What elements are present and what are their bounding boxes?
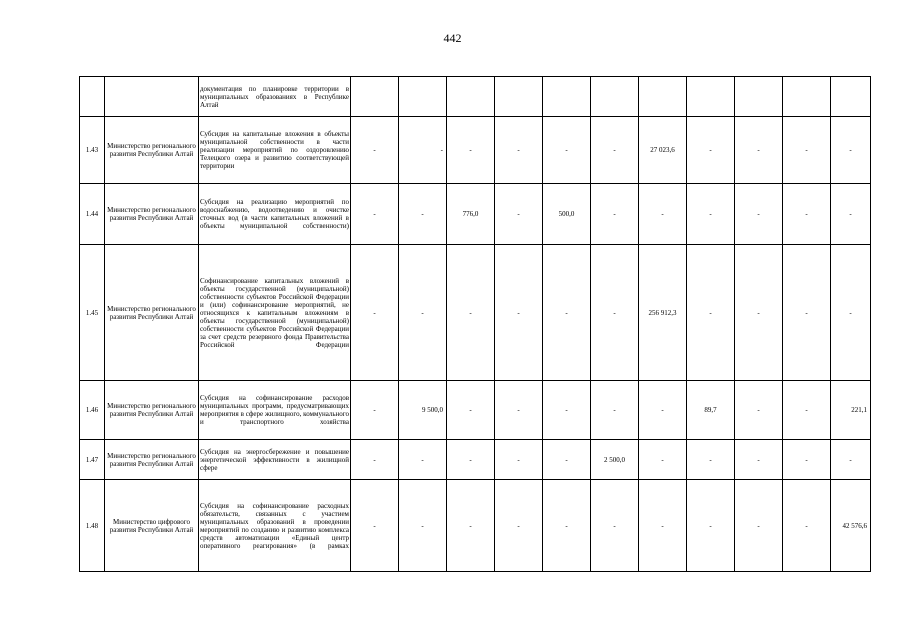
table-row: [80, 77, 871, 117]
value-cell: -: [399, 245, 447, 381]
value-cell: -: [495, 440, 543, 480]
value-cell: -: [783, 480, 831, 572]
description-cell: Субсидия на софинансирование расходов муниципальных программ, предусматривающих мероприятия в сфере жилищного, коммунального и транспортного хозяйства: [199, 381, 351, 440]
value-cell: -: [783, 117, 831, 184]
value-cell: -: [495, 184, 543, 245]
value-cell: -: [495, 381, 543, 440]
value-cell: -: [735, 440, 783, 480]
value-cell: -: [447, 381, 495, 440]
value-cell: -: [447, 245, 495, 381]
value-cell: -: [639, 440, 687, 480]
value-cell: -: [543, 440, 591, 480]
ministry-cell: Министерство регионального развития Республики Алтай: [105, 381, 199, 440]
description-cell: Субсидия на софинансирование расходных обязательств, связанных с участием муниципальных образований в проведении мероприятий по созданию и развитию комплекса средств автоматизации «Единый центр оперативного реагирования» (в рамках: [199, 480, 351, 572]
table-row: [80, 480, 871, 572]
value-cell: -: [495, 245, 543, 381]
value-cell: -: [783, 440, 831, 480]
value-cell: -: [687, 440, 735, 480]
value-cell: -: [351, 245, 399, 381]
value-cell: -: [735, 245, 783, 381]
value-cell: -: [543, 117, 591, 184]
value-cell: 9 500,0: [399, 381, 447, 440]
value-cell: -: [831, 440, 871, 480]
description-cell: Субсидия на капитальные вложения в объекты муниципальной собственности в части реализации мероприятий по оздоровлению Телецкого озера и развитию соответствующей территории: [199, 117, 351, 184]
value-cell: 42 576,6: [831, 480, 871, 572]
value-cell: -: [783, 184, 831, 245]
value-cell: -: [543, 381, 591, 440]
value-cell: -: [687, 184, 735, 245]
ministry-cell: Министерство регионального развития Республики Алтай: [105, 184, 199, 245]
value-cell: [543, 77, 591, 117]
value-cell: -: [495, 117, 543, 184]
value-cell: [591, 77, 639, 117]
value-cell: [783, 77, 831, 117]
value-cell: -: [495, 480, 543, 572]
value-cell: -: [591, 245, 639, 381]
value-cell: [831, 77, 871, 117]
value-cell: 256 912,3: [639, 245, 687, 381]
value-cell: -: [687, 245, 735, 381]
table-row: [80, 381, 871, 440]
row-number: 1.45: [80, 245, 105, 381]
value-cell: -: [399, 440, 447, 480]
value-cell: [639, 77, 687, 117]
value-cell: [495, 77, 543, 117]
value-cell: -: [831, 245, 871, 381]
row-number: 1.47: [80, 440, 105, 480]
ministry-cell: Министерство регионального развития Республики Алтай: [105, 440, 199, 480]
value-cell: -: [831, 117, 871, 184]
value-cell: [351, 77, 399, 117]
row-number: 1.46: [80, 381, 105, 440]
value-cell: -: [687, 480, 735, 572]
value-cell: -: [783, 381, 831, 440]
page-number: 442: [443, 31, 462, 45]
value-cell: 89,7: [687, 381, 735, 440]
value-cell: -: [591, 480, 639, 572]
value-cell: [447, 77, 495, 117]
row-number: 1.44: [80, 184, 105, 245]
row-number: 1.48: [80, 480, 105, 572]
value-cell: 500,0: [543, 184, 591, 245]
description-cell: документация по планировке территории в муниципальных образованиях в Республике Алтай: [199, 77, 351, 117]
description-cell: Софинансирование капитальных вложений в объекты государственной (муниципальной) собственности субъектов Российской Федерации и (или) софинансирование мероприятий, не относящихся к капитальным вложениям в объекты государственной (муниципальной) собственности субъектов Российской Федерации за счет средств резервного фонда Правительства Российской Федерации: [199, 245, 351, 381]
ministry-cell: Министерство регионального развития Республики Алтай: [105, 245, 199, 381]
ministry-cell: Министерство регионального развития Республики Алтай: [105, 117, 199, 184]
value-cell: -: [351, 381, 399, 440]
value-cell: -: [639, 184, 687, 245]
value-cell: -: [591, 117, 639, 184]
row-number: [80, 77, 105, 117]
value-cell: [687, 77, 735, 117]
value-cell: -: [351, 440, 399, 480]
row-number: 1.43: [80, 117, 105, 184]
table-row: [80, 184, 871, 245]
value-cell: -: [447, 480, 495, 572]
value-cell: -: [735, 184, 783, 245]
value-cell: -: [735, 381, 783, 440]
value-cell: -: [399, 117, 447, 184]
value-cell: -: [591, 381, 639, 440]
value-cell: 2 500,0: [591, 440, 639, 480]
value-cell: -: [639, 381, 687, 440]
value-cell: -: [831, 184, 871, 245]
value-cell: -: [351, 480, 399, 572]
value-cell: -: [687, 117, 735, 184]
budget-table: [79, 76, 871, 572]
ministry-cell: [105, 77, 199, 117]
value-cell: [735, 77, 783, 117]
description-cell: Субсидия на энергосбережение и повышение энергетической эффективности в жилищной сфере: [199, 440, 351, 480]
value-cell: -: [351, 117, 399, 184]
value-cell: -: [399, 480, 447, 572]
value-cell: 27 023,6: [639, 117, 687, 184]
value-cell: -: [543, 245, 591, 381]
value-cell: -: [351, 184, 399, 245]
value-cell: 221,1: [831, 381, 871, 440]
table-body: [80, 77, 871, 572]
value-cell: -: [399, 184, 447, 245]
value-cell: -: [735, 117, 783, 184]
table-row: [80, 245, 871, 381]
description-cell: Субсидия на реализацию мероприятий по водоснабжению, водоотведению и очистке сточных вод (в части капитальных вложений в объекты муниципальной собственности): [199, 184, 351, 245]
value-cell: -: [447, 117, 495, 184]
value-cell: -: [783, 245, 831, 381]
value-cell: -: [735, 480, 783, 572]
value-cell: 776,0: [447, 184, 495, 245]
value-cell: -: [639, 480, 687, 572]
table-row: [80, 117, 871, 184]
value-cell: -: [447, 440, 495, 480]
value-cell: -: [591, 184, 639, 245]
value-cell: -: [543, 480, 591, 572]
value-cell: [399, 77, 447, 117]
ministry-cell: Министерство цифрового развития Республики Алтай: [105, 480, 199, 572]
table-row: [80, 440, 871, 480]
